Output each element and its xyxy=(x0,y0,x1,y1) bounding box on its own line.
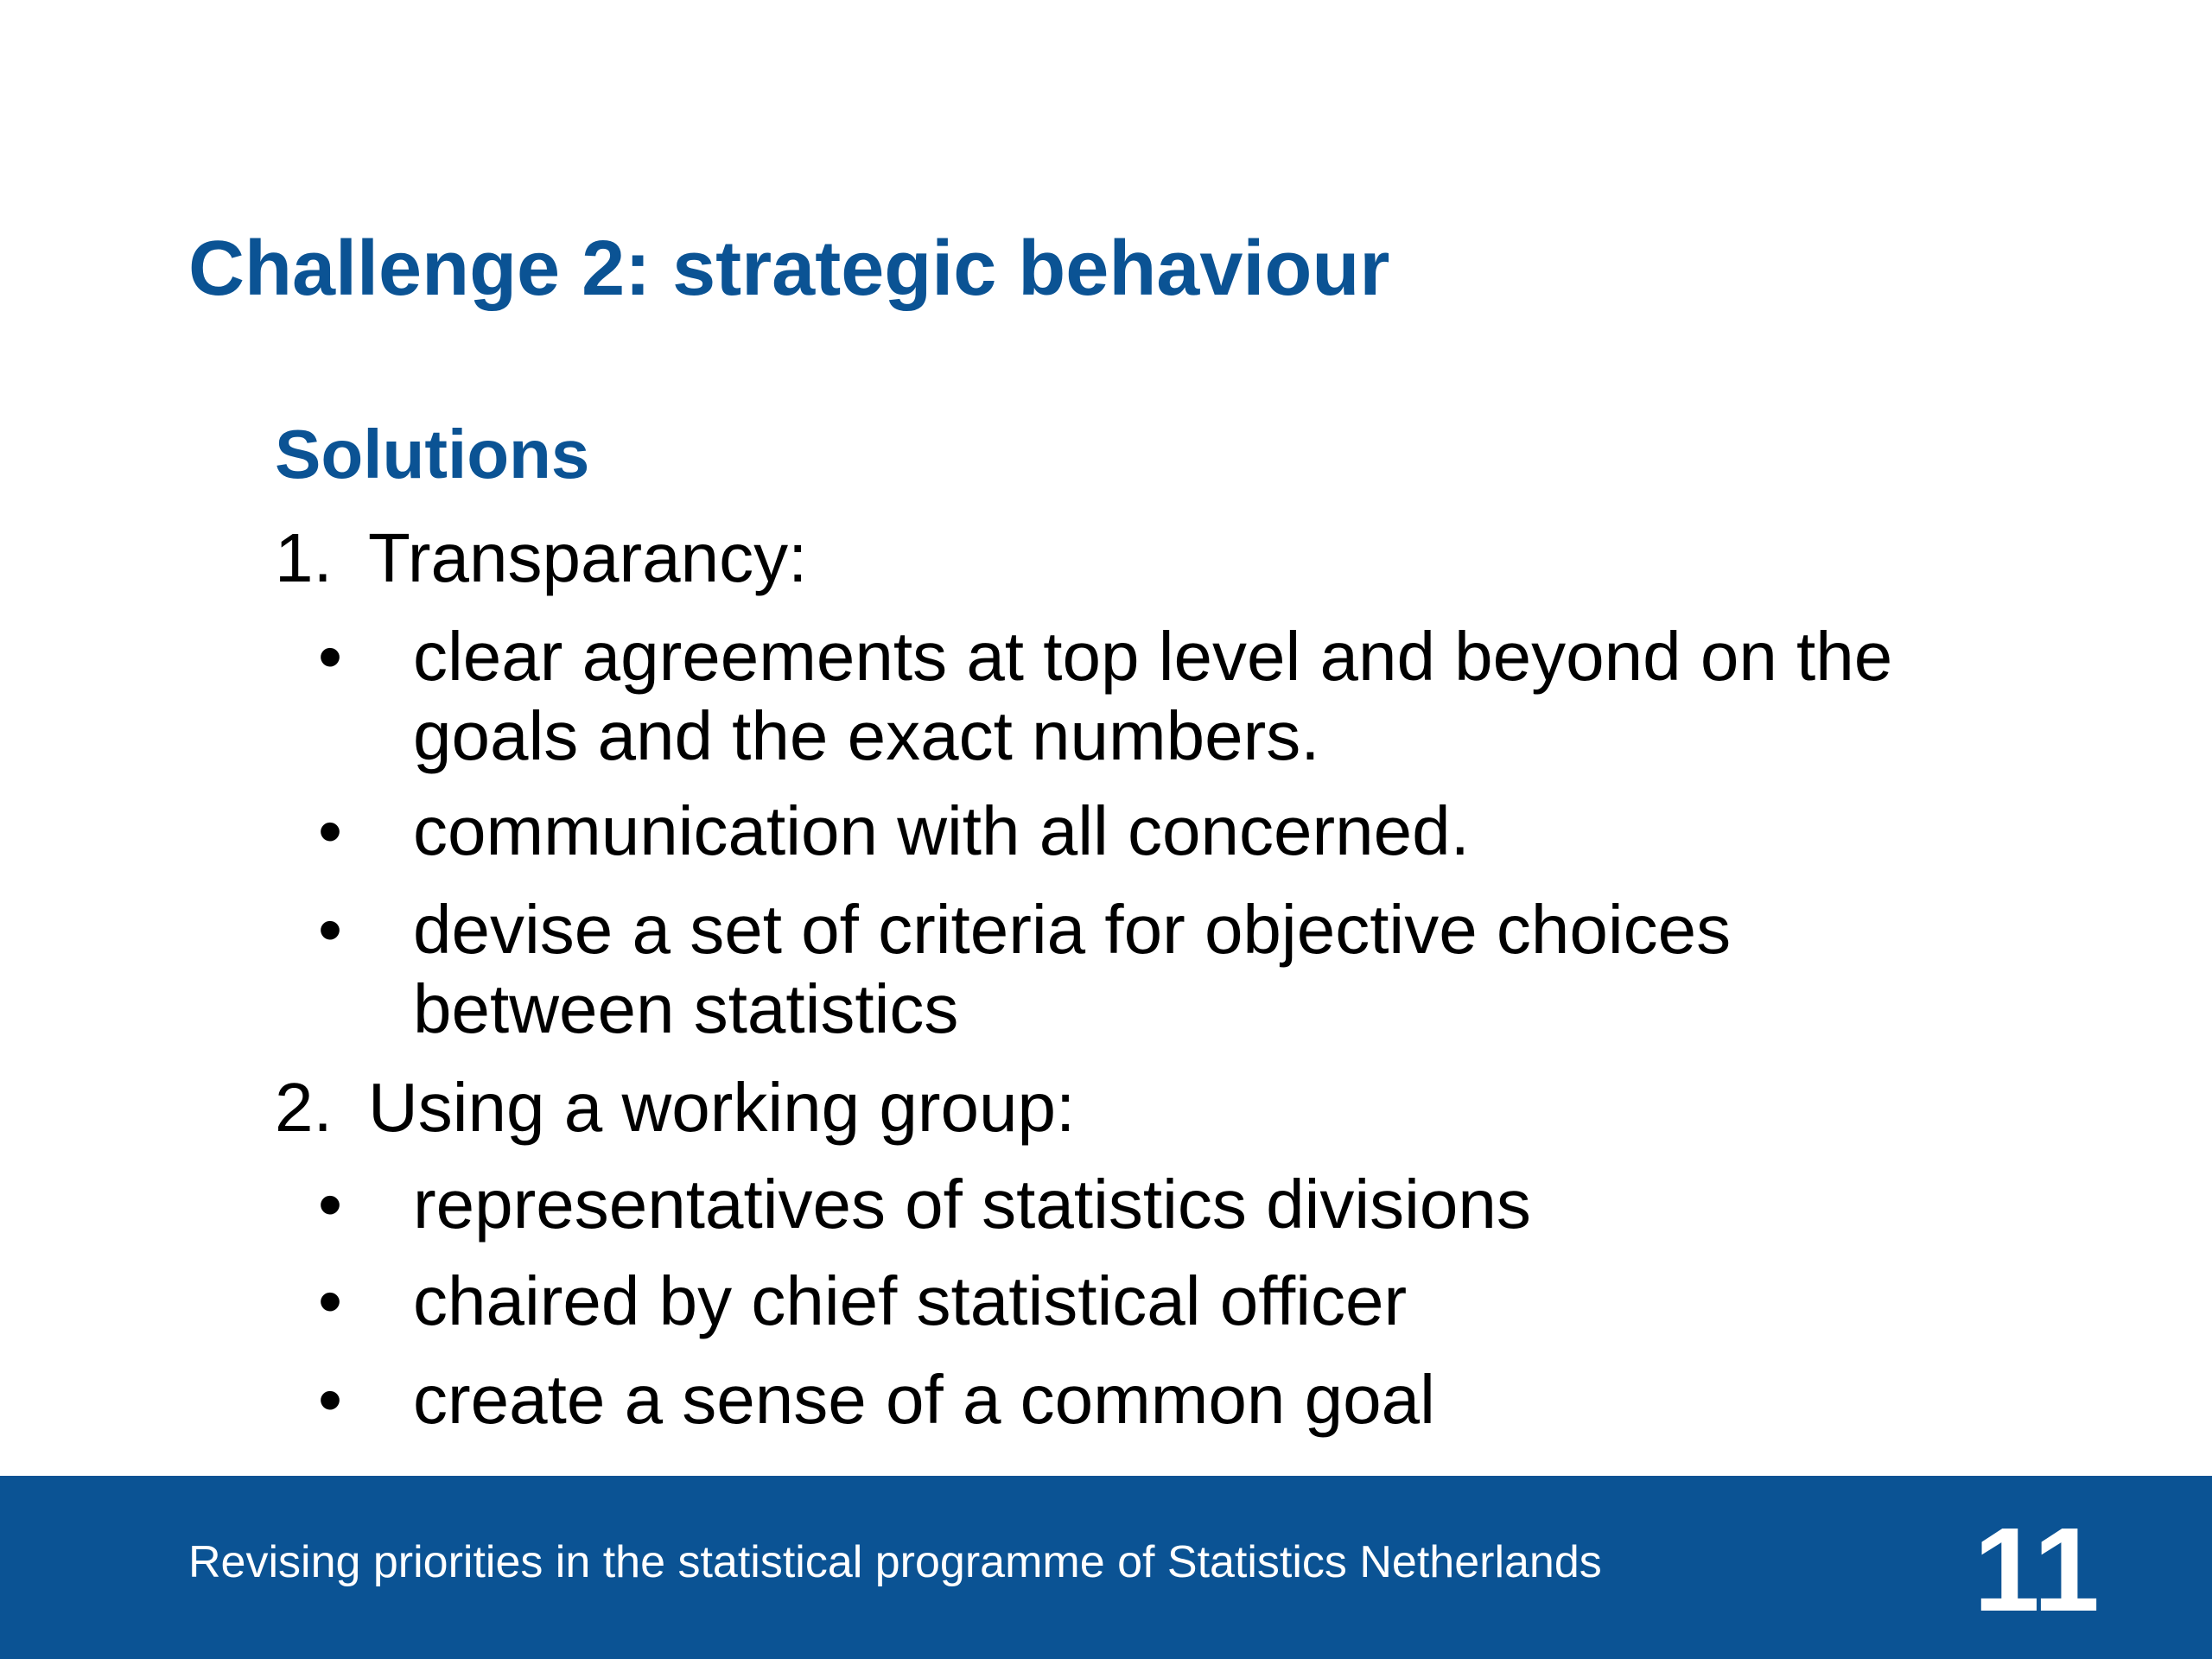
bullet-text: goals and the exact numbers. xyxy=(413,697,1320,774)
bullet-text: clear agreements at top level and beyond on the xyxy=(413,618,1893,695)
list-item-text-2: Using a working group: xyxy=(368,1069,1076,1146)
bullet-marker: • xyxy=(318,1262,343,1339)
slide-subtitle: Solutions xyxy=(275,416,590,493)
footer-text: Revising priorities in the statistical programme of Statistics Netherlands xyxy=(188,1537,1602,1587)
page-number: 11 xyxy=(1974,1503,2100,1637)
bullet-marker: • xyxy=(318,618,343,695)
bullet-marker: • xyxy=(318,792,343,869)
bullet-text: devise a set of criteria for objective choices xyxy=(413,891,1732,968)
bullet-text: chaired by chief statistical officer xyxy=(413,1262,1408,1339)
list-number-1: 1. xyxy=(275,519,333,596)
slide-title: Challenge 2: strategic behaviour xyxy=(188,226,1390,312)
bullet-marker: • xyxy=(318,1361,343,1438)
list-item-text-1: Transparancy: xyxy=(368,519,808,596)
bullet-text: between statistics xyxy=(413,970,959,1047)
bullet-marker: • xyxy=(318,1166,343,1243)
bullet-marker: • xyxy=(318,891,343,968)
bullet-text: communication with all concerned. xyxy=(413,792,1470,869)
bullet-text: create a sense of a common goal xyxy=(413,1361,1435,1438)
bullet-text: representatives of statistics divisions xyxy=(413,1166,1531,1243)
list-number-2: 2. xyxy=(275,1069,333,1146)
